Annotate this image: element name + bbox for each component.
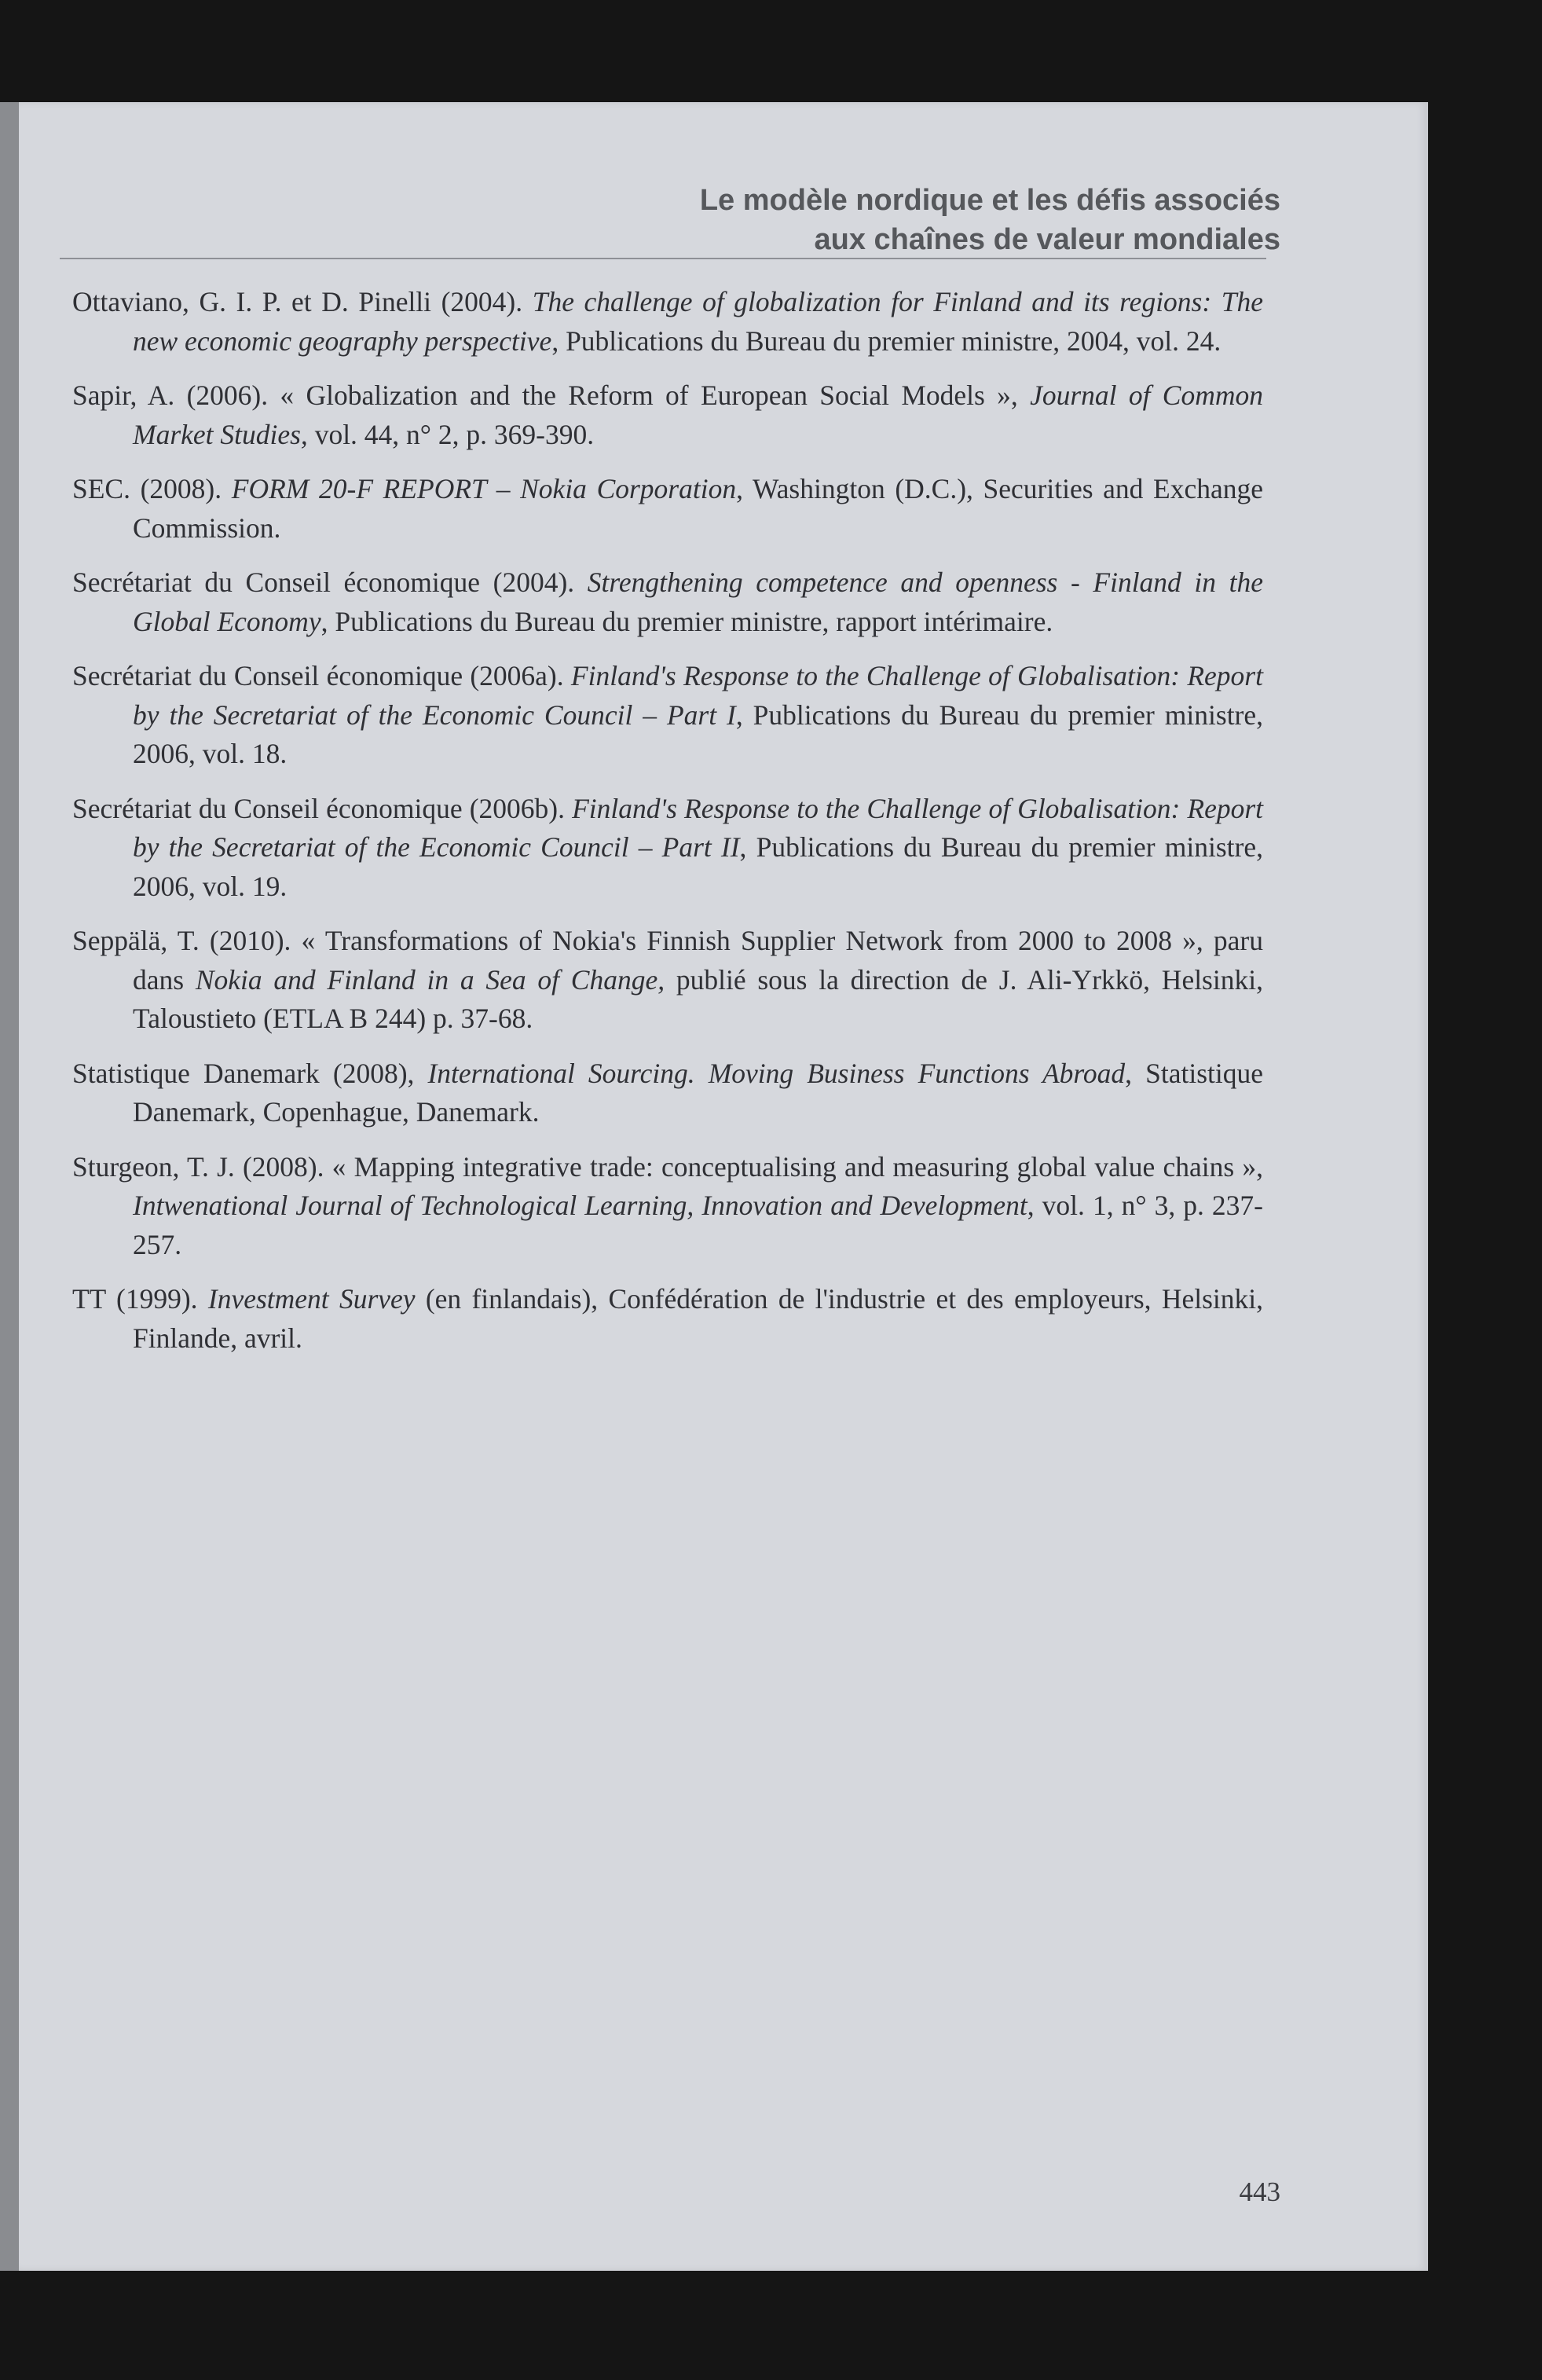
reference-item bbox=[72, 657, 1263, 774]
reference-item bbox=[72, 1054, 1263, 1132]
reference-text: Statistique Danemark (2008), bbox=[72, 1057, 428, 1089]
reference-text: SEC. (2008). bbox=[72, 473, 232, 504]
reference-title: Finland's Response to the Challenge of Globalisation: Report by the Secretariat of the Economic Council – Part II bbox=[133, 792, 1263, 863]
reference-text: TT (1999). bbox=[72, 1283, 208, 1315]
header-rule bbox=[60, 258, 1266, 259]
reference-title: FORM 20-F REPORT – Nokia Corporation bbox=[231, 473, 737, 504]
reference-item bbox=[72, 283, 1263, 361]
reference-item bbox=[72, 790, 1263, 907]
reference-item bbox=[72, 376, 1263, 454]
reference-text: , Statistique Danemark, Copenhague, Danemark. bbox=[133, 1057, 1264, 1128]
reference-text: publié sous la direction de J. Ali-Yrkkö, Helsinki, Taloustieto (ETLA B 244) p. 37-68. bbox=[133, 963, 1263, 1034]
reference-item bbox=[72, 1148, 1263, 1265]
reference-item bbox=[72, 470, 1263, 548]
reference-text: , Washington (D.C.), Securities and Exchange Commission. bbox=[133, 473, 1264, 544]
reference-title: The challenge of globalization for Finland and its regions: The new economic geography perspective bbox=[133, 286, 1264, 357]
reference-text: Ottaviano, G. I. P. et D. Pinelli (2004). bbox=[72, 286, 533, 317]
reference-text: (en finlandais), Confédération de l'industrie et des employeurs, Helsinki, Finlande, avril. bbox=[133, 1283, 1264, 1354]
reference-text: Sapir, A. (2006). « Globalization and the Reform of European Social Models », bbox=[72, 380, 1031, 411]
reference-text: vol. 44, n° 2, p. 369-390. bbox=[307, 418, 595, 450]
reference-text: , Publications du Bureau du premier ministre, 2004, vol. 24. bbox=[551, 325, 1222, 357]
reference-title: Journal of Common Market Studies, bbox=[133, 380, 1263, 450]
reference-list bbox=[72, 283, 1263, 1373]
reference-text: , Publications du Bureau du premier ministre, 2006, vol. 19. bbox=[133, 831, 1263, 902]
page-number: 443 bbox=[1239, 2176, 1280, 2207]
reference-title: Finland's Response to the Challenge of Globalisation: Report by the Secretariat of the Economic Council – Part I bbox=[133, 660, 1263, 731]
reference-text: Sturgeon, T. J. (2008). « Mapping integrative trade: conceptualising and measuring global value chains », bbox=[72, 1150, 1263, 1183]
reference-text: , Publications du Bureau du premier ministre, rapport intérimaire. bbox=[320, 605, 1053, 637]
reference-text: Seppälä, T. (2010). « Transformations of Nokia's Finnish Supplier Network from 2000 to 2008 », paru dans bbox=[72, 925, 1263, 996]
reference-title: Nokia and Finland in a Sea of Change, bbox=[195, 963, 665, 996]
reference-title: Strengthening competence and openness - Finland in the Global Economy bbox=[133, 567, 1264, 637]
running-header bbox=[700, 181, 1280, 259]
reference-text: Secrétariat du Conseil économique (2004). bbox=[72, 567, 588, 598]
reference-text: , Publications du Bureau du premier ministre, 2006, vol. 18. bbox=[133, 699, 1264, 769]
reference-text: Secrétariat du Conseil économique (2006a). bbox=[72, 660, 571, 691]
reference-item bbox=[72, 922, 1263, 1039]
running-header-line-1: Le modèle nordique et les défis associés bbox=[699, 184, 1280, 217]
page-edge bbox=[0, 102, 19, 2271]
running-header-line-2: aux chaînes de valeur mondiales bbox=[814, 223, 1280, 256]
reference-text: Secrétariat du Conseil économique (2006b). bbox=[72, 792, 573, 824]
reference-text: , vol. 1, n° 3, p. 237-257. bbox=[133, 1190, 1264, 1260]
book-page bbox=[19, 102, 1428, 2271]
reference-title: Intwenational Journal of Technological Learning, Innovation and Development bbox=[133, 1190, 1027, 1221]
reference-item bbox=[72, 563, 1263, 641]
reference-title: International Sourcing. Moving Business Functions Abroad bbox=[427, 1057, 1126, 1089]
reference-item bbox=[72, 1280, 1263, 1358]
reference-title: Investment Survey bbox=[207, 1283, 416, 1315]
